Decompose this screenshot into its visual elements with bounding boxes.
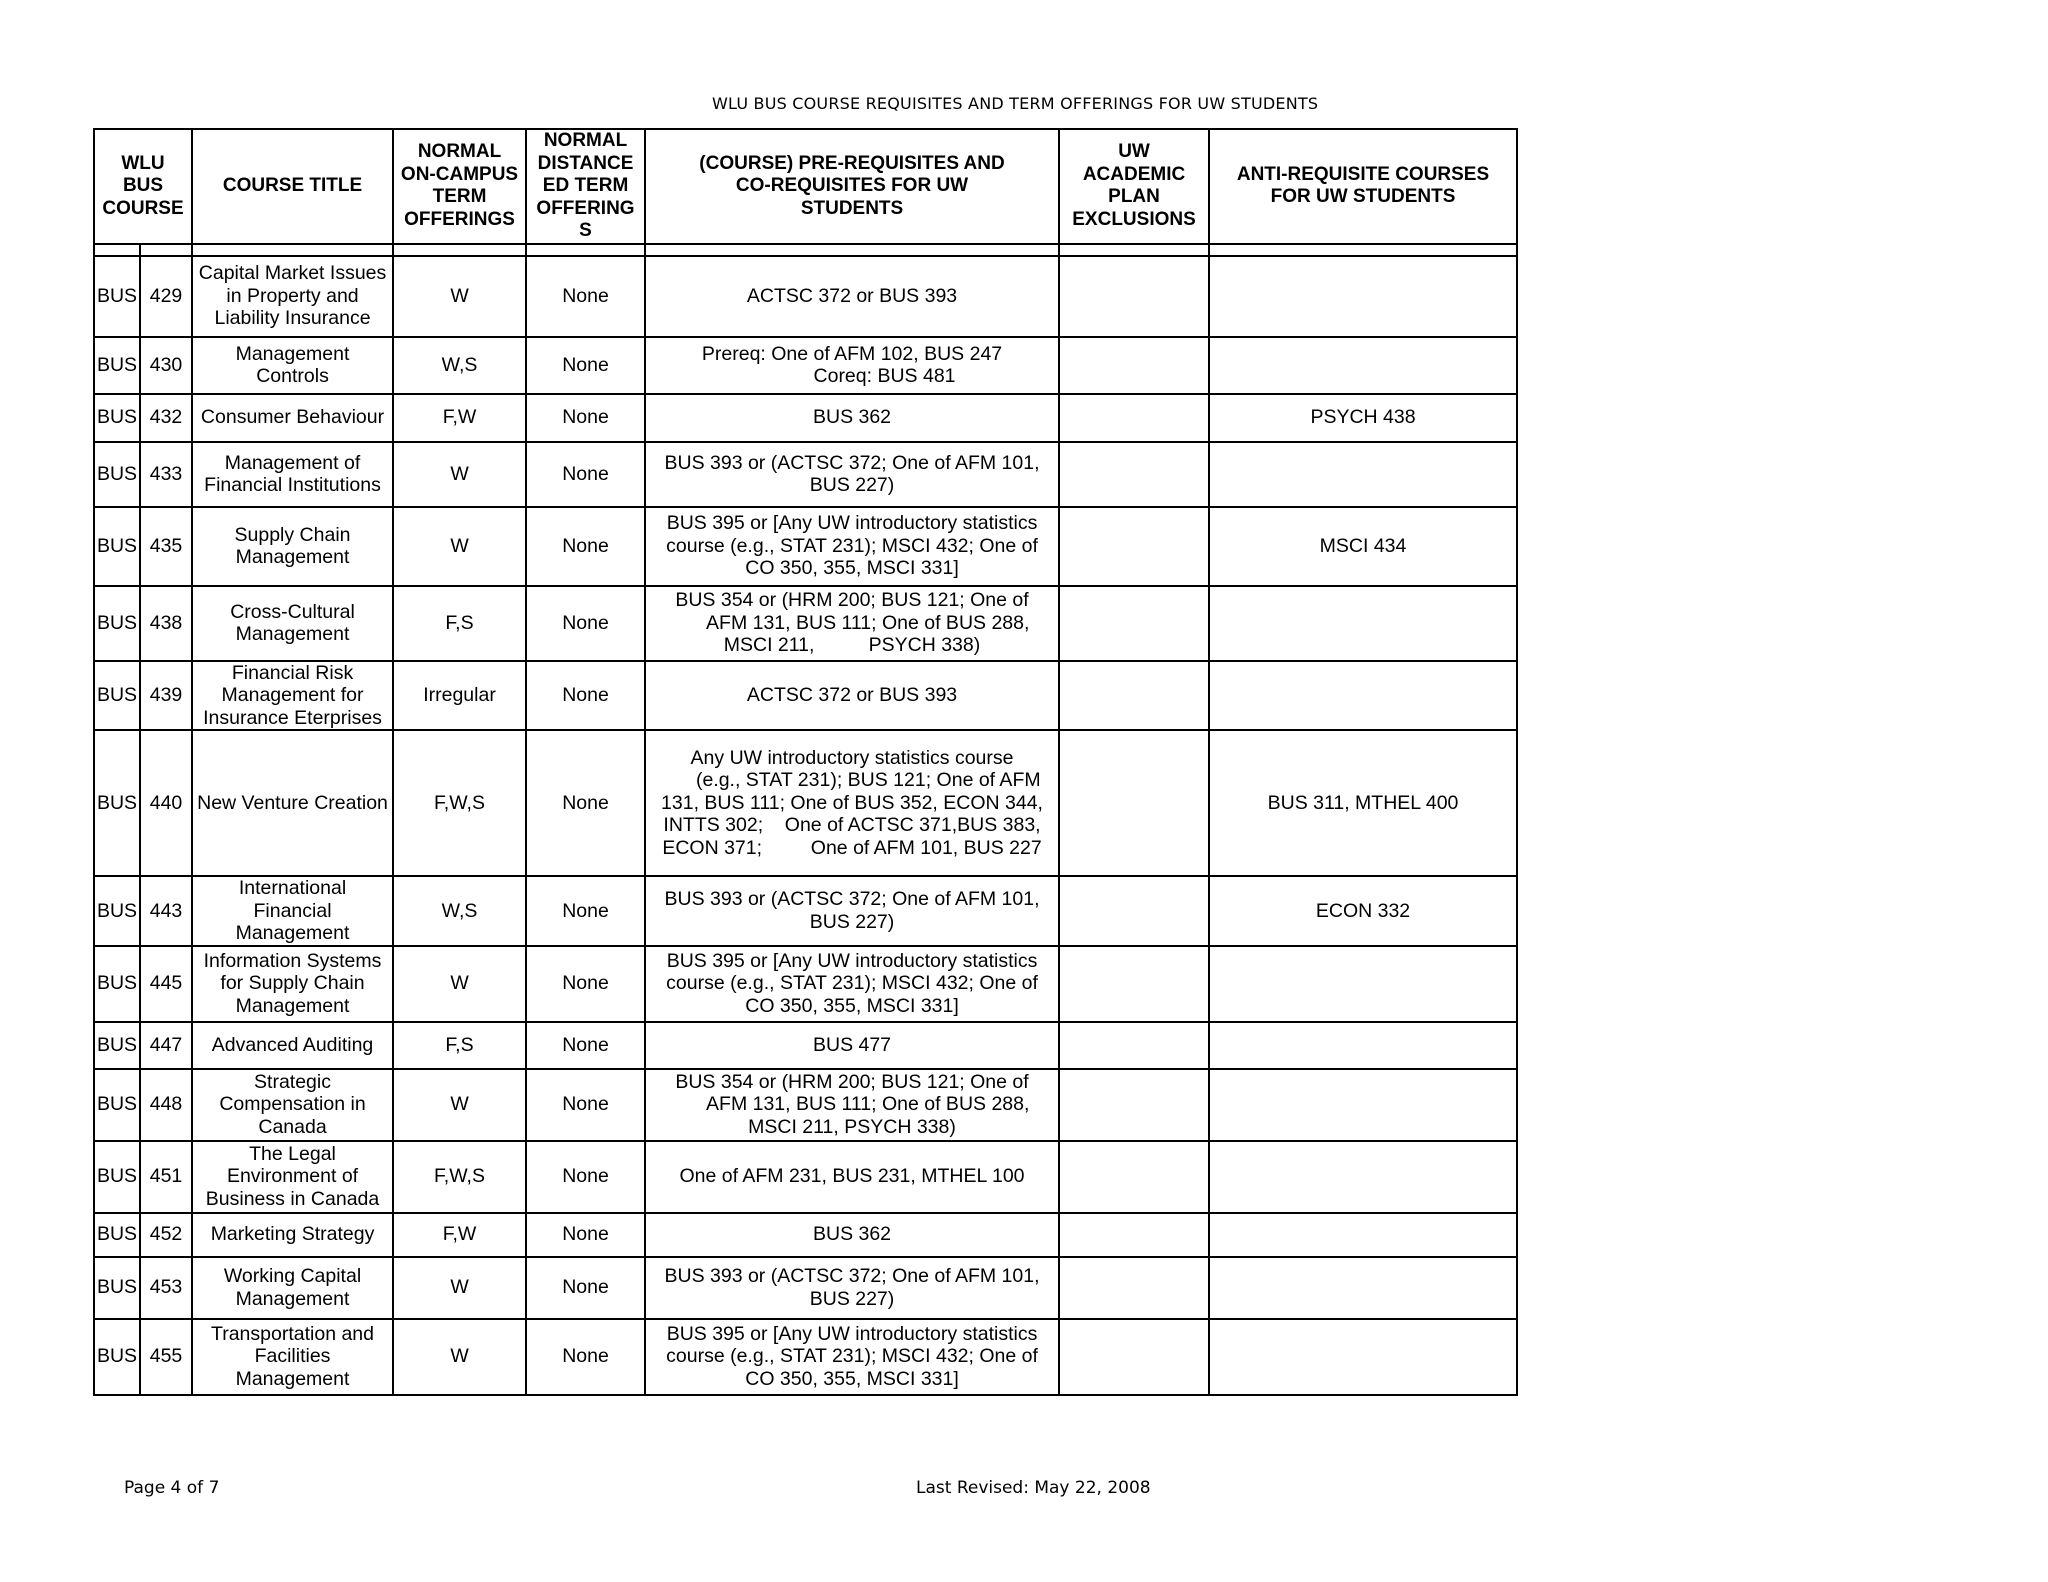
prerequisites-line: BUS 362 [812,406,892,429]
course-number: 443 [140,876,192,946]
course-subject: BUS [94,876,140,946]
course-title [192,394,393,442]
course-title-line: International [238,877,347,899]
prerequisites-line: Any UW introductory statistics course [690,746,1014,769]
anti-requisites: BUS 311, MTHEL 400 [1209,730,1517,876]
prerequisites-line: course (e.g., STAT 231); MSCI 432; One of [666,1345,1038,1368]
distance-offerings: None [526,730,645,876]
prerequisites-line: BUS 227) [809,910,895,933]
plan-exclusions [1059,730,1209,876]
course-title [192,507,393,586]
table-row [94,337,1517,394]
prerequisites-line: BUS 393 or (ACTSC 372; One of AFM 101, [664,451,1040,474]
course-title-line: The Legal [249,1142,336,1165]
course-title-line: Liability Insurance [214,307,371,330]
table-row [94,1069,1517,1141]
header-on-campus-line: ON-CAMPUS [400,163,519,185]
course-number: 433 [140,442,192,507]
prerequisites-line: course (e.g., STAT 231); MSCI 432; One of [666,972,1038,995]
plan-exclusions [1059,442,1209,507]
prerequisites-line: course (e.g., STAT 231); MSCI 432; One of [666,534,1038,557]
course-subject: BUS [94,1257,140,1319]
on-campus-offerings: W,S [393,337,526,394]
prerequisites-line: BUS 393 or (ACTSC 372; One of AFM 101, [664,888,1040,911]
last-revised: Last Revised: May 22, 2008 [916,1478,1151,1498]
course-title [192,876,393,946]
table-row [94,661,1517,731]
prerequisites-line: BUS 477 [812,1033,892,1056]
prerequisites-line: AFM 131, BUS 111; One of BUS 288, [674,611,1030,634]
table-row [94,394,1517,442]
anti-requisites [1209,1213,1517,1257]
prerequisites [645,1257,1059,1319]
prerequisites-line: BUS 393 or (ACTSC 372; One of AFM 101, [664,1265,1040,1287]
prerequisites-line: ACTSC 372 or BUS 393 [746,284,958,307]
table-row [94,442,1517,507]
document-title: WLU BUS COURSE REQUISITES AND TERM OFFERINGS FOR UW STUDENTS [712,94,1319,113]
plan-exclusions [1059,507,1209,586]
header-on-campus [393,129,526,244]
plan-exclusions [1059,1141,1209,1213]
course-title [192,586,393,661]
on-campus-offerings: F,W,S [393,730,526,876]
on-campus-offerings: F,W,S [393,1141,526,1213]
prerequisites-line: (e.g., STAT 231); BUS 121; One of AFM [663,769,1041,792]
course-title-line: Insurance Eterprises [203,706,382,729]
distance-offerings: None [526,1213,645,1257]
prerequisites [645,946,1059,1022]
table-row [94,1257,1517,1319]
on-campus-offerings: W [393,507,526,586]
course-number: 429 [140,256,192,337]
course-title-line: for Supply Chain [220,972,365,995]
table-row [94,876,1517,946]
course-title-line: Management [235,546,350,568]
table-row [94,256,1517,337]
course-number: 438 [140,586,192,661]
table-row [94,1319,1517,1395]
anti-requisites [1209,586,1517,661]
course-title-line: Marketing Strategy [210,1223,375,1246]
prerequisites-line: 131, BUS 111; One of BUS 352, ECON 344, [661,791,1043,814]
anti-requisites: MSCI 434 [1209,507,1517,586]
table-row [94,730,1517,876]
prerequisites [645,876,1059,946]
course-title-line: Environment of [226,1165,359,1188]
on-campus-offerings: Irregular [393,661,526,731]
prerequisites [645,730,1059,876]
course-title-line: Advanced Auditing [211,1033,374,1056]
header-course-line: WLU [121,152,165,174]
course-subject: BUS [94,1141,140,1213]
on-campus-offerings: W [393,1257,526,1319]
course-subject: BUS [94,1213,140,1257]
prerequisites [645,661,1059,731]
distance-offerings: None [526,507,645,586]
distance-offerings: None [526,337,645,394]
page-number: Page 4 of 7 [124,1478,220,1498]
anti-requisites [1209,946,1517,1022]
prerequisites [645,1141,1059,1213]
anti-requisites [1209,1141,1517,1213]
header-distance-line: DISTANCE [537,152,634,174]
distance-offerings: None [526,1069,645,1141]
plan-exclusions [1059,256,1209,337]
prerequisites [645,1319,1059,1395]
prerequisites-line: BUS 362 [812,1223,892,1246]
course-title-line: Management for [221,684,364,706]
prerequisites-line: Prereq: One of AFM 102, BUS 247 [701,342,1003,365]
distance-offerings: None [526,1141,645,1213]
prerequisites-line: BUS 354 or (HRM 200; BUS 121; One of [675,589,1029,612]
header-distance-line: NORMAL [543,130,628,151]
plan-exclusions [1059,876,1209,946]
prerequisites-line: BUS 395 or [Any UW introductory statistics [666,949,1038,972]
course-subject: BUS [94,256,140,337]
header-course [94,129,192,244]
plan-exclusions [1059,337,1209,394]
on-campus-offerings: W [393,442,526,507]
on-campus-offerings: W [393,946,526,1022]
prerequisites [645,256,1059,337]
distance-offerings: None [526,1319,645,1395]
on-campus-offerings: W [393,256,526,337]
prerequisites [645,442,1059,507]
course-subject: BUS [94,394,140,442]
prerequisites-line: ECON 371; One of AFM 101, BUS 227 [662,836,1042,859]
header-distance-line: ED TERM [542,175,629,196]
distance-offerings: None [526,394,645,442]
header-exclusions-line: PLAN [1108,186,1160,208]
header-title: COURSE TITLE [192,129,393,244]
course-subject: BUS [94,1319,140,1395]
prerequisites [645,394,1059,442]
course-title [192,1022,393,1069]
table-body [94,256,1517,1395]
anti-requisites: ECON 332 [1209,876,1517,946]
plan-exclusions [1059,586,1209,661]
anti-requisites [1209,1022,1517,1069]
course-title-line: Management [235,623,350,645]
prerequisites-line: BUS 395 or [Any UW introductory statistics [666,1322,1038,1345]
on-campus-offerings: W [393,1069,526,1141]
plan-exclusions [1059,394,1209,442]
prerequisites-line: CO 350, 355, MSCI 331] [745,557,959,580]
table-row [94,946,1517,1022]
anti-requisites [1209,661,1517,731]
header-distance-line: S [579,220,592,241]
course-subject: BUS [94,586,140,661]
table-row [94,1141,1517,1213]
prerequisites-line: One of AFM 231, BUS 231, MTHEL 100 [679,1165,1025,1188]
prerequisites [645,337,1059,394]
header-exclusions-line: UW [1118,141,1150,163]
course-subject: BUS [94,1022,140,1069]
distance-offerings: None [526,1022,645,1069]
course-title-line: New Venture Creation [197,791,388,814]
prerequisites-line: MSCI 211, PSYCH 338) [748,1115,956,1138]
course-subject: BUS [94,507,140,586]
course-title [192,1069,393,1141]
course-subject: BUS [94,1069,140,1141]
anti-requisites [1209,1319,1517,1395]
plan-exclusions [1059,946,1209,1022]
prerequisites-line: MSCI 211, PSYCH 338) [723,634,981,657]
header-prereq-line: STUDENTS [800,197,904,219]
course-title-line: Transportation and [211,1322,374,1345]
header-on-campus-line: NORMAL [417,141,502,163]
course-number: 440 [140,730,192,876]
course-subject: BUS [94,946,140,1022]
header-course-line: COURSE [102,197,184,219]
prerequisites-line: ACTSC 372 or BUS 393 [746,684,958,706]
course-title-line: Management [235,342,350,365]
header-prereq-line: CO-REQUISITES FOR UW [735,175,969,196]
header-spacer-row [94,244,1517,256]
course-title-line: Compensation in [219,1093,366,1116]
header-course-line: BUS [122,175,164,196]
header-exclusions [1059,129,1209,244]
anti-requisites [1209,337,1517,394]
course-subject: BUS [94,442,140,507]
distance-offerings: None [526,586,645,661]
course-number: 439 [140,661,192,731]
header-on-campus-line: TERM [432,186,487,208]
course-title-line: Financial Institutions [204,474,381,496]
distance-offerings: None [526,876,645,946]
header-prereq-line: (COURSE) PRE-REQUISITES AND [699,152,1005,174]
header-exclusions-line: ACADEMIC [1082,163,1186,185]
on-campus-offerings: F,W [393,394,526,442]
course-title-line: Financial Risk [231,661,354,684]
table-row [94,586,1517,661]
header-antireq-line: ANTI-REQUISITE COURSES [1236,163,1490,185]
on-campus-offerings: F,S [393,586,526,661]
prerequisites-line: CO 350, 355, MSCI 331] [745,1367,959,1390]
prerequisites-line: BUS 227) [809,1287,895,1310]
course-title-line: Management [235,1287,350,1310]
prerequisites [645,1213,1059,1257]
plan-exclusions [1059,1319,1209,1395]
header-exclusions-line: EXCLUSIONS [1072,208,1196,230]
course-subject: BUS [94,337,140,394]
anti-requisites [1209,256,1517,337]
plan-exclusions [1059,661,1209,731]
distance-offerings: None [526,256,645,337]
course-number: 430 [140,337,192,394]
on-campus-offerings: W,S [393,876,526,946]
course-title [192,442,393,507]
course-subject: BUS [94,730,140,876]
course-title [192,730,393,876]
course-title-line: Supply Chain [234,523,351,546]
course-title-line: Cross-Cultural [230,600,355,623]
header-distance [526,129,645,244]
on-campus-offerings: F,S [393,1022,526,1069]
prerequisites [645,1069,1059,1141]
header-antireq-line: FOR UW STUDENTS [1270,186,1456,208]
course-number: 432 [140,394,192,442]
course-title [192,946,393,1022]
course-title [192,1257,393,1319]
distance-offerings: None [526,946,645,1022]
course-title-line: Business in Canada [205,1187,380,1210]
anti-requisites [1209,442,1517,507]
prerequisites-line: Coreq: BUS 481 [748,365,956,387]
prerequisites [645,507,1059,586]
plan-exclusions [1059,1257,1209,1319]
anti-requisites [1209,1069,1517,1141]
course-number: 452 [140,1213,192,1257]
header-prereq [645,129,1059,244]
course-number: 435 [140,507,192,586]
requisites-table [93,128,1518,1396]
anti-requisites: PSYCH 438 [1209,394,1517,442]
course-title-line: Consumer Behaviour [200,406,385,429]
course-title-line: Information Systems [203,949,382,972]
course-number: 448 [140,1069,192,1141]
course-title-line: Controls [256,365,329,387]
course-title-line: Capital Market Issues [198,262,387,285]
course-title [192,337,393,394]
course-subject: BUS [94,661,140,731]
course-number: 455 [140,1319,192,1395]
course-title-line: Management [235,922,350,944]
course-title-line: Financial [253,899,332,922]
prerequisites-line: BUS 395 or [Any UW introductory statistics [666,512,1038,535]
course-title [192,1141,393,1213]
course-title [192,1319,393,1395]
header-distance-line: OFFERING [536,197,635,219]
plan-exclusions [1059,1213,1209,1257]
header-on-campus-line: OFFERINGS [404,208,515,230]
course-title-line: Strategic [254,1070,331,1093]
prerequisites-line: CO 350, 355, MSCI 331] [745,994,959,1017]
course-title-line: Management [235,994,350,1017]
course-title-line: Management [235,1367,350,1390]
prerequisites-line: INTTS 302; One of ACTSC 371,BUS 383, [663,814,1041,837]
table-row [94,1213,1517,1257]
course-title-line: Working Capital [223,1265,362,1287]
distance-offerings: None [526,442,645,507]
plan-exclusions [1059,1022,1209,1069]
table-row [94,1022,1517,1069]
course-title-line: Management of [224,451,361,474]
on-campus-offerings: W [393,1319,526,1395]
course-number: 453 [140,1257,192,1319]
course-title-line: in Property and [226,284,359,307]
course-title-line: Facilities [254,1345,331,1368]
course-title [192,1213,393,1257]
course-number: 447 [140,1022,192,1069]
prerequisites [645,1022,1059,1069]
prerequisites-line: BUS 227) [809,474,895,496]
prerequisites-line: AFM 131, BUS 111; One of BUS 288, [674,1093,1030,1116]
prerequisites-line: BUS 354 or (HRM 200; BUS 121; One of [675,1070,1029,1093]
course-title-line: Canada [258,1115,327,1138]
table-row [94,507,1517,586]
distance-offerings: None [526,1257,645,1319]
plan-exclusions [1059,1069,1209,1141]
course-title [192,256,393,337]
distance-offerings: None [526,661,645,731]
on-campus-offerings: F,W [393,1213,526,1257]
course-number: 451 [140,1141,192,1213]
prerequisites [645,586,1059,661]
anti-requisites [1209,1257,1517,1319]
course-number: 445 [140,946,192,1022]
header-row [94,129,1517,244]
course-title [192,661,393,731]
header-antireq [1209,129,1517,244]
